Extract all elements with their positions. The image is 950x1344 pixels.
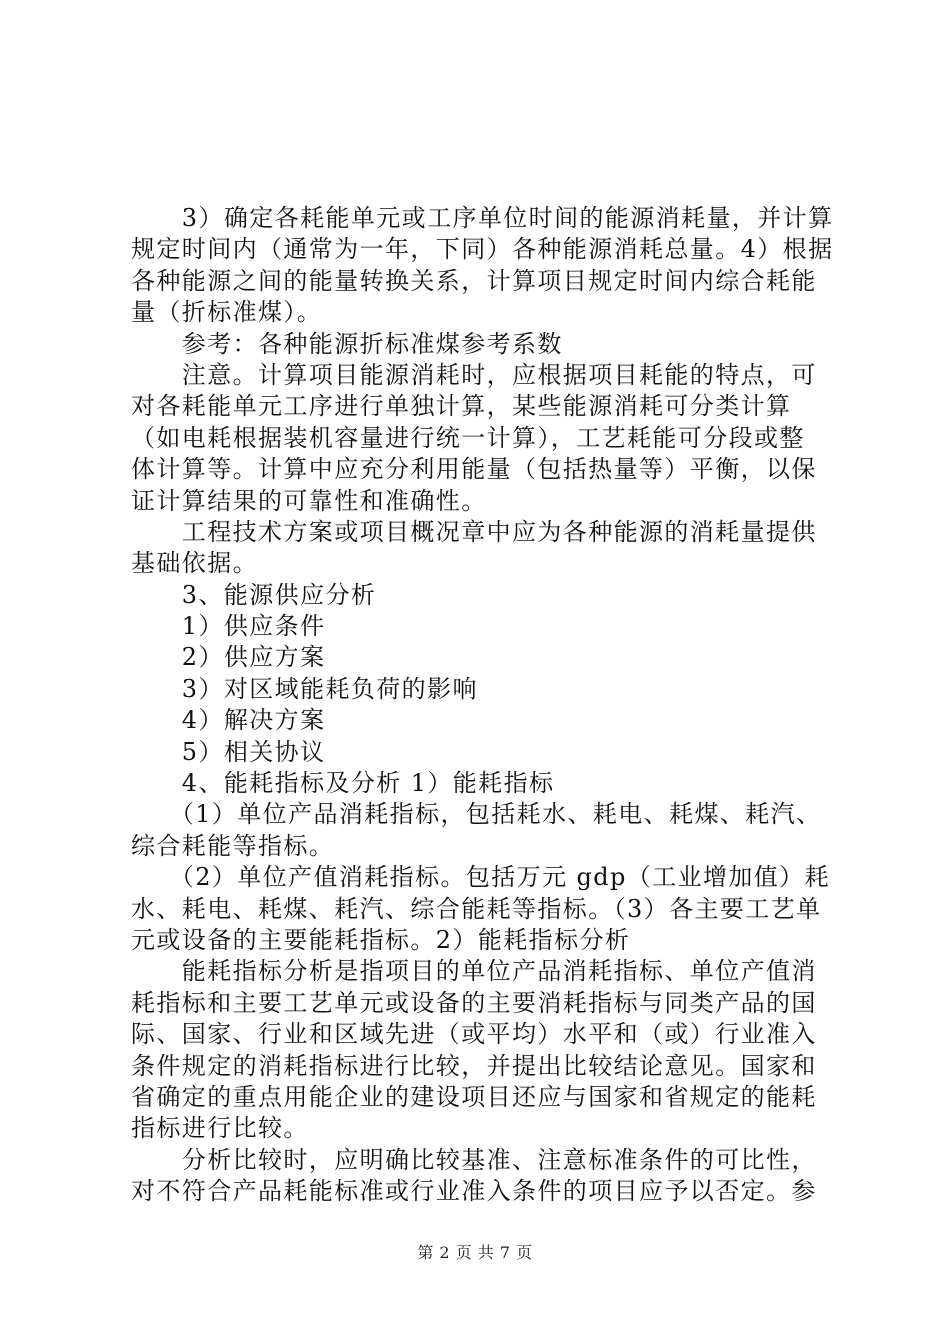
text-line: （2）单位产值消耗指标。包括万元 gdp（工业增加值）耗 <box>131 863 830 892</box>
text-line: 体计算等。计算中应充分利用能量（包括热量等）平衡，以保 <box>131 455 817 484</box>
text-line: 际、国家、行业和区域先进（或平均）水平和（或）行业准入 <box>131 1020 817 1049</box>
text-line: 4）解决方案 <box>131 706 326 735</box>
text-line: 4、能耗指标及分析 1）能耗指标 <box>131 769 555 798</box>
text-line: 3）确定各耗能单元或工序单位时间的能源消耗量，并计算 <box>131 204 834 232</box>
text-line: 指标进行比较。 <box>131 1114 309 1143</box>
text-line: 量（折标准煤）。 <box>131 298 323 327</box>
text-line: 规定时间内（通常为一年，下同）各种能源消耗总量。4）根据 <box>131 235 834 264</box>
text-line: 证计算结果的可靠性和准确性。 <box>131 486 487 515</box>
body-text <box>131 203 834 1208</box>
text-line: 各种能源之间的能量转换关系，计算项目规定时间内综合耗能 <box>131 266 817 295</box>
text-line: 条件规定的消耗指标进行比较，并提出比较结论意见。国家和 <box>131 1051 817 1080</box>
text-line: 5）相关协议 <box>131 737 326 766</box>
text-line: 3）对区域能耗负荷的影响 <box>131 674 478 703</box>
text-line: 对不符合产品耗能标准或行业准入条件的项目应予以否定。参 <box>131 1177 817 1206</box>
text-line: 参考：各种能源折标准煤参考系数 <box>131 329 563 358</box>
text-line: 分析比较时，应明确比较基准、注意标准条件的可比性， <box>131 1145 817 1174</box>
text-line: 元或设备的主要能耗指标。2）能耗指标分析 <box>131 925 631 954</box>
text-line: 2）供应方案 <box>131 643 326 672</box>
text-line: 对各耗能单元工序进行单独计算，某些能源消耗可分类计算 <box>131 392 792 421</box>
text-line: 水、耗电、耗煤、耗汽、综合能耗等指标。（3）各主要工艺单 <box>131 894 822 923</box>
text-line: 耗指标和主要工艺单元或设备的主要消耗指标与同类产品的国 <box>131 988 817 1017</box>
text-line: 注意。计算项目能源消耗时，应根据项目耗能的特点，可 <box>131 360 817 389</box>
text-line: （如电耗根据装机容量进行统一计算），工艺耗能可分段或整 <box>131 423 805 452</box>
text-line: 3、能源供应分析 <box>131 580 377 609</box>
text-line: 能耗指标分析是指项目的单位产品消耗指标、单位产值消 <box>131 957 817 986</box>
text-line: 综合耗能等指标。 <box>131 831 335 860</box>
text-line: （1）单位产品消耗指标，包括耗水、耗电、耗煤、耗汽、 <box>131 800 822 829</box>
page-footer: 第 2 页 共 7 页 <box>417 1243 533 1262</box>
text-line: 1）供应条件 <box>131 612 326 641</box>
text-line: 工程技术方案或项目概况章中应为各种能源的消耗量提供 <box>131 517 817 546</box>
text-line: 省确定的重点用能企业的建设项目还应与国家和省规定的能耗 <box>131 1082 817 1111</box>
text-line: 基础依据。 <box>131 549 258 578</box>
